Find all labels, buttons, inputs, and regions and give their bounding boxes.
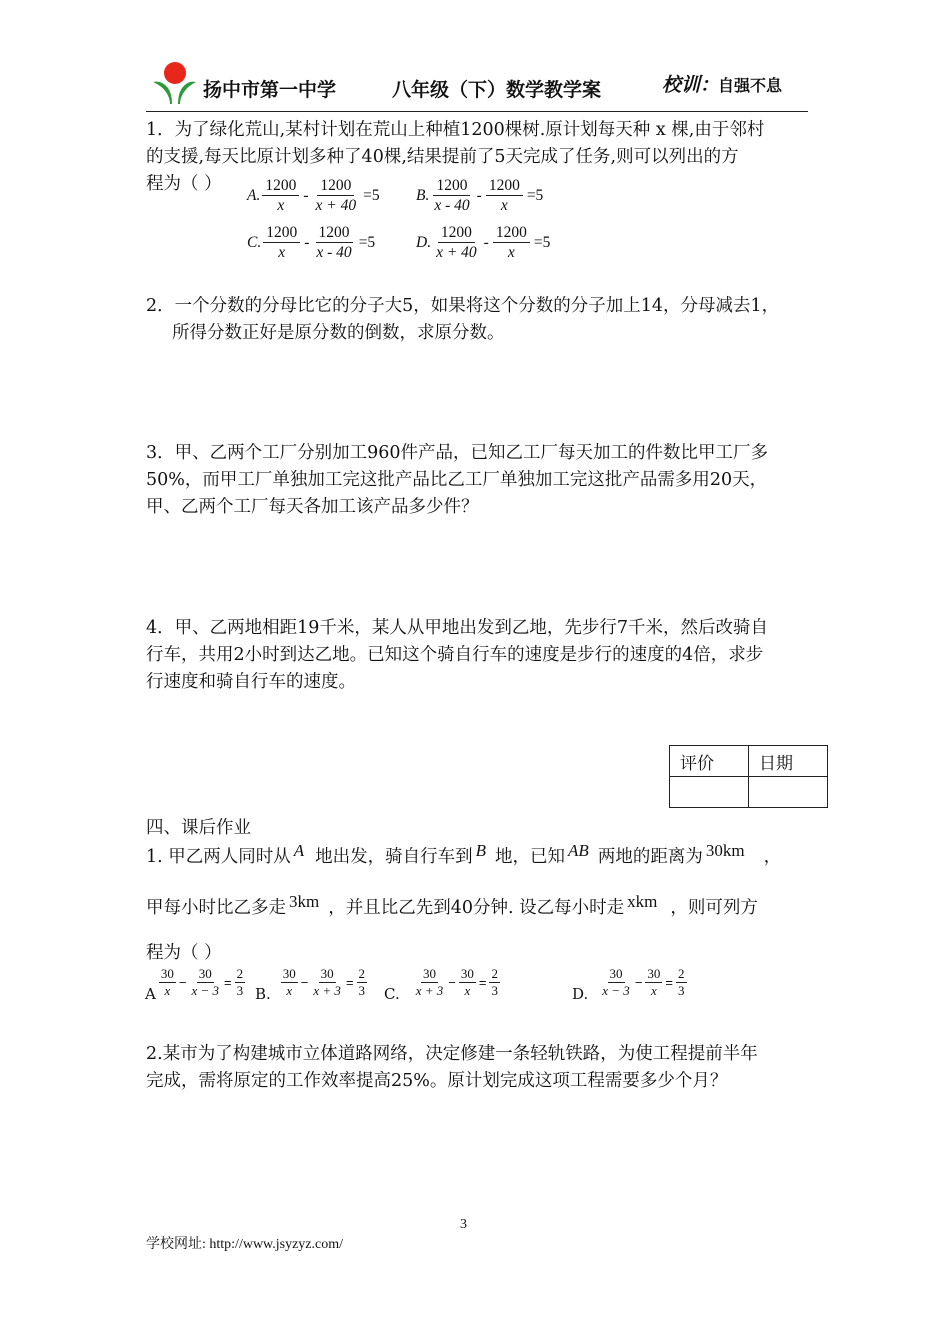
fraction: 1200 x + 40 xyxy=(436,224,477,261)
fraction: $\frac{30}{x - 3}$ xyxy=(191,966,219,998)
fraction: 30 x xyxy=(160,966,174,998)
option-label: D. xyxy=(572,985,589,1003)
evaluation-header: 评价 xyxy=(670,746,749,777)
hw-option-d: D. 30 x − 3 − $\frac{30}{x}$ = $\frac{2}{3}$ xyxy=(572,966,685,1003)
minus-sign: - xyxy=(483,233,489,251)
segment-ab: AB xyxy=(568,841,589,860)
hw-option-a: A 30 x − $\frac{30}{x - 3}$ = $\frac{2}{3}$ xyxy=(145,966,244,1003)
question-text: 完成，需将原定的工作效率提高25%。原计划完成这项工程需要多少个月？ xyxy=(146,1071,728,1091)
school-name: 扬中市第一中学 xyxy=(203,79,337,101)
option-label: B. xyxy=(255,985,271,1003)
fraction: 1200 x xyxy=(263,223,300,262)
homework-2 xyxy=(146,1041,826,1095)
fraction: $\frac{1200}{x}$ xyxy=(493,223,530,262)
date-header: 日期 xyxy=(749,746,828,777)
course-title: 八年级（下）数学教学案 xyxy=(392,79,602,101)
school-logo xyxy=(150,60,196,106)
question-text: 甲、乙两个工厂每天各加工该产品多少件？ xyxy=(146,497,479,517)
question-text: 程为（ ） xyxy=(146,174,222,194)
fraction: $\frac{1200}{x + 40}$ xyxy=(315,177,357,214)
homework-heading: 四、课后作业 xyxy=(146,818,251,838)
option-label: C. xyxy=(384,985,400,1003)
fraction: 30 x + 3 xyxy=(415,966,444,998)
option-label: A xyxy=(145,985,156,1003)
option-label: B. xyxy=(416,186,430,204)
fraction: $\frac{30}{x + 3}$ xyxy=(313,966,341,998)
option-a xyxy=(247,176,384,215)
question-text: 3．甲、乙两个工厂分别加工960件产品，已知乙工厂每天加工的件数比甲工厂多 xyxy=(146,443,769,463)
equals-value: =5 xyxy=(358,233,376,251)
question-4 xyxy=(146,615,816,696)
evaluation-table xyxy=(669,745,828,808)
speed-diff: 3km xyxy=(289,892,320,911)
question-3 xyxy=(146,440,816,521)
fraction: $\frac{2}{3}$ xyxy=(491,966,498,998)
question-text: 行速度和骑自行车的速度。 xyxy=(146,672,356,692)
fraction: $\frac{2}{3}$ xyxy=(236,966,244,998)
question-text: 4．甲、乙两地相距19千米，某人从甲地出发到乙地，先步行7千米，然后改骑自 xyxy=(146,618,769,638)
equals-value: =5 xyxy=(533,233,551,251)
fraction: 1200 x xyxy=(262,176,299,215)
fraction: $\frac{30}{x}$ xyxy=(647,966,661,998)
page-number: 3 xyxy=(460,1217,467,1232)
hw-option-b: B. 30 x − $\frac{30}{x + 3}$ = $\frac{2}{3}$ xyxy=(255,966,366,1003)
header-rule xyxy=(146,111,808,112)
fraction: $\frac{1200}{x}$ xyxy=(486,176,523,215)
option-c xyxy=(247,223,379,262)
question-text: 所得分数正好是原分数的倒数，求原分数。 xyxy=(172,323,505,343)
option-d xyxy=(416,223,554,262)
question-text: 50%，而甲工厂单独加工完这批产品比乙工厂单独加工完这批产品需多用20天， xyxy=(146,470,768,490)
question-text: 2.某市为了构建城市立体道路网络，决定修建一条轻轨铁路，为使工程提前半年 xyxy=(146,1044,758,1064)
school-website: 学校网址: http://www.jsyzyz.com/ xyxy=(146,1237,344,1252)
question-text: 行车，共用2小时到达乙地。已知这个骑自行车的速度是步行的速度的4倍，求步 xyxy=(146,645,764,665)
fraction: $\frac{30}{x}$ xyxy=(460,966,474,998)
fraction: 30 x − 3 xyxy=(602,966,630,998)
homework-1-line2: 甲每小时比乙多走 3km ，并且比乙先到40分钟. 设乙每小时走 xkm ，则可列方 xyxy=(146,894,826,922)
point-b: B xyxy=(475,841,487,860)
motto-label: 校训： xyxy=(662,74,720,96)
minus-sign: - xyxy=(476,186,482,204)
question-2 xyxy=(146,293,816,347)
option-label: D. xyxy=(416,233,432,251)
equals-value: =5 xyxy=(526,186,544,204)
motto: 自强不息 xyxy=(718,76,783,95)
question-text: 2．一个分数的分母比它的分子大5，如果将这个分数的分子加上14，分母减去1， xyxy=(146,296,780,316)
question-text: 1．为了绿化荒山,某村计划在荒山上种植1200棵树.原计划每天种 x 棵,由于邻村 xyxy=(146,120,765,140)
option-label: C. xyxy=(247,233,262,251)
point-a: A xyxy=(293,841,305,860)
speed-x: xkm xyxy=(627,892,658,911)
fraction: $\frac{2}{3}$ xyxy=(678,966,685,998)
distance: 30km xyxy=(705,841,745,860)
date-cell[interactable] xyxy=(749,777,828,808)
question-text: 的支援,每天比原计划多种了40棵,结果提前了5天完成了任务,则可以列出的方 xyxy=(146,147,739,167)
homework-1-line1: 1. 甲乙两人同时从 A 地出发，骑自行车到 B 地，已知 AB 两地的距离为 30km ， xyxy=(146,843,826,871)
evaluation-cell[interactable] xyxy=(670,777,749,808)
homework-1-line3: 程为（ ） xyxy=(146,943,222,963)
minus-sign: - xyxy=(303,186,309,204)
equals-value: =5 xyxy=(363,186,380,204)
option-b xyxy=(416,176,547,215)
hw-option-c: C. 30 x + 3 − $\frac{30}{x}$ = $\frac{2}{3}$ xyxy=(384,966,498,1003)
option-label: A. xyxy=(247,186,261,204)
fraction: $\frac{1200}{x - 40}$ xyxy=(316,224,352,261)
minus-sign: - xyxy=(304,233,310,251)
fraction: 1200 x - 40 xyxy=(434,177,470,214)
fraction: $\frac{2}{3}$ xyxy=(358,966,366,998)
fraction: 30 x xyxy=(282,966,296,998)
